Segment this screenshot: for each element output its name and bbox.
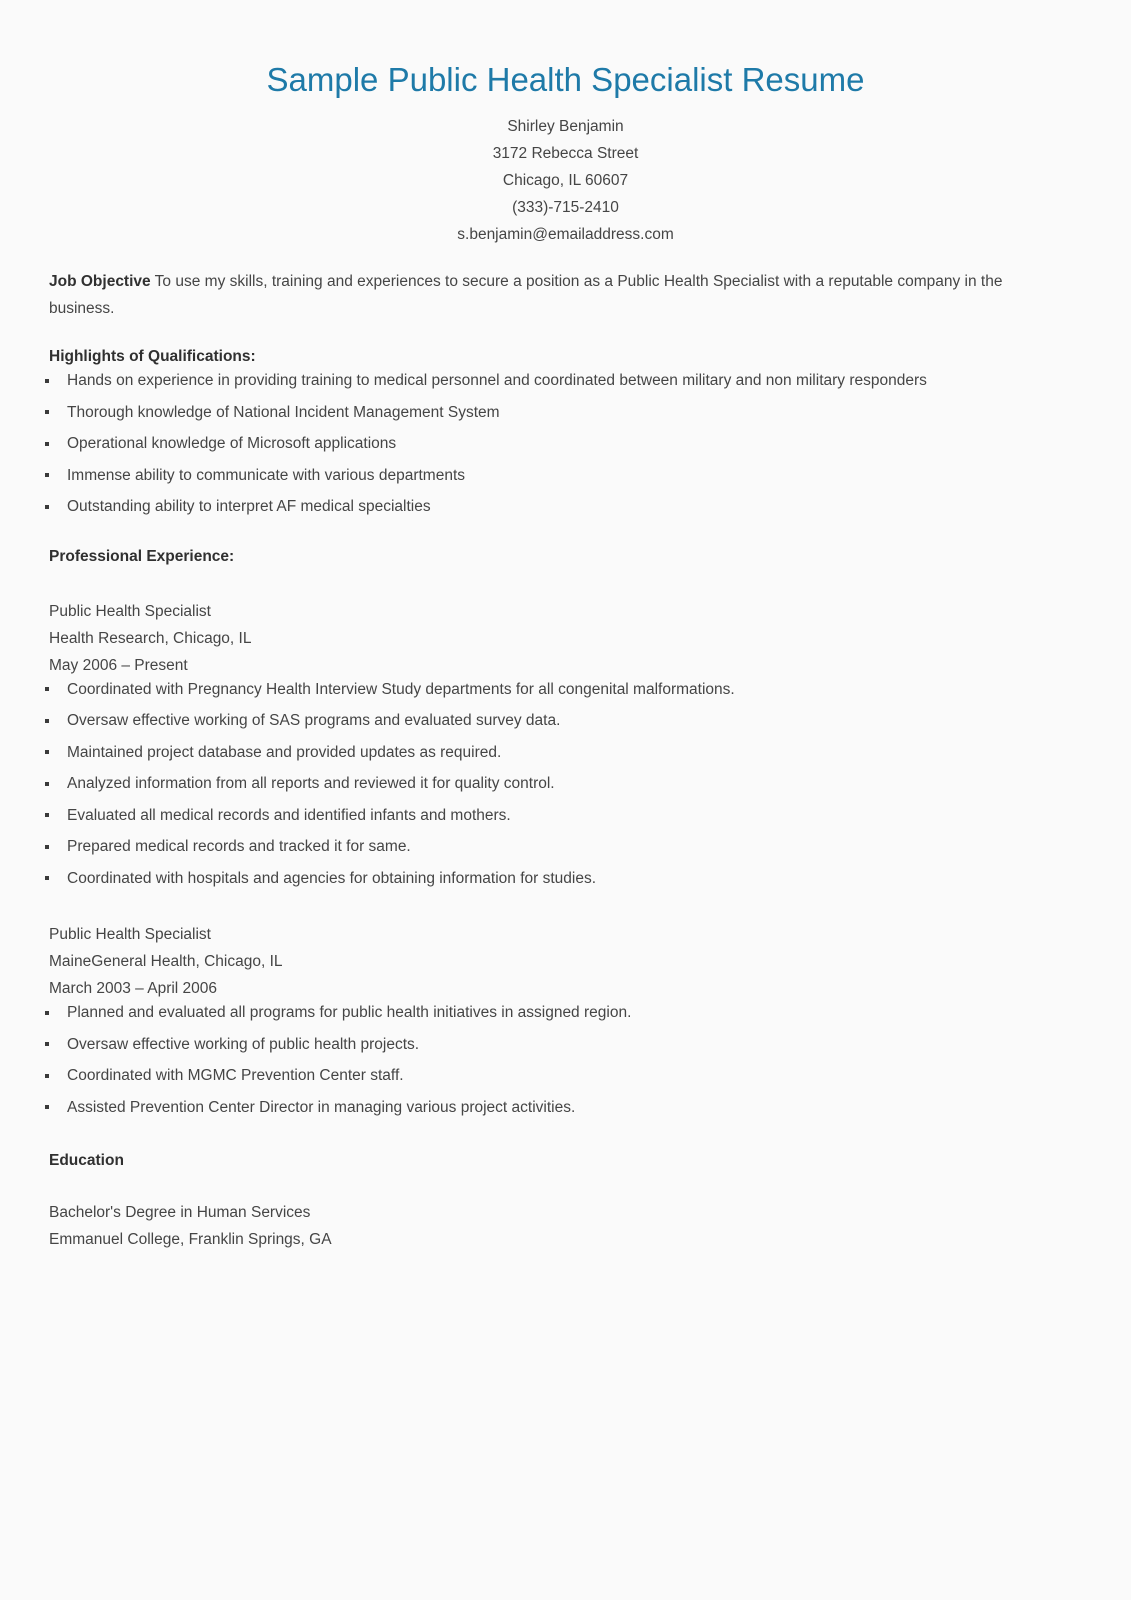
- bullet-text: Coordinated with hospitals and agencies for obtaining information for studies.: [67, 869, 597, 887]
- job-title: Public Health Specialist: [49, 926, 211, 943]
- bullet-square-icon: [45, 687, 49, 691]
- bullet-text: Oversaw effective working of SAS programs and evaluated survey data.: [67, 712, 561, 729]
- job-1-duties-list: [49, 679, 1059, 900]
- job-block-1: [49, 598, 1059, 679]
- list-item: [49, 1097, 1059, 1118]
- section-heading-experience: Professional Experience:: [49, 547, 235, 565]
- list-item: [49, 1065, 1059, 1086]
- bullet-square-icon: [45, 505, 49, 509]
- bullet-square-icon: [45, 813, 49, 817]
- bullet-square-icon: [45, 1011, 49, 1015]
- list-item: [49, 773, 1059, 794]
- list-item: [49, 1002, 1059, 1023]
- contact-street: 3172 Rebecca Street: [492, 145, 639, 162]
- bullet-square-icon: [45, 1105, 49, 1109]
- bullet-text: Prepared medical records and tracked it for same.: [67, 838, 411, 855]
- list-item: [49, 465, 1059, 486]
- bullet-text: Outstanding ability to interpret AF medical specialties: [67, 498, 431, 515]
- list-item: [49, 370, 1059, 391]
- education-block: [49, 1199, 1059, 1253]
- page-title: Sample Public Health Specialist Resume: [266, 61, 865, 98]
- job-objective-text: To use my skills, training and experiences to secure a position as a Public Health Specialist with a reputable company in the business.: [49, 273, 1003, 317]
- list-item: [49, 402, 1059, 423]
- bullet-square-icon: [45, 410, 49, 414]
- job-title: Public Health Specialist: [49, 602, 211, 620]
- bullet-text: Maintained project database and provided updates as required.: [67, 743, 502, 761]
- bullet-square-icon: [45, 1074, 49, 1078]
- contact-phone: (333)-715-2410: [512, 199, 619, 216]
- list-item: [49, 742, 1059, 763]
- list-item: [49, 1034, 1059, 1055]
- bullet-square-icon: [45, 845, 49, 849]
- list-item: [49, 805, 1059, 826]
- bullet-text: Planned and evaluated all programs for public health initiatives in assigned region.: [67, 1004, 632, 1021]
- job-dates: May 2006 – Present: [49, 656, 188, 674]
- resume-body: [49, 248, 1059, 1253]
- job-employer: Health Research, Chicago, IL: [49, 629, 252, 647]
- bullet-text: Analyzed information from all reports and reviewed it for quality control.: [67, 775, 555, 792]
- bullet-square-icon: [45, 750, 49, 754]
- job-employer: MaineGeneral Health, Chicago, IL: [49, 953, 283, 970]
- bullet-square-icon: [45, 782, 49, 786]
- education-school: Emmanuel College, Franklin Springs, GA: [49, 1231, 332, 1248]
- bullet-text: Evaluated all medical records and identified infants and mothers.: [67, 806, 511, 824]
- list-item: [49, 496, 1059, 517]
- bullet-text: Oversaw effective working of public health projects.: [67, 1035, 420, 1053]
- list-item: [49, 433, 1059, 454]
- contact-block: [0, 113, 1131, 248]
- contact-city: Chicago, IL 60607: [502, 172, 629, 189]
- bullet-square-icon: [45, 876, 49, 880]
- qualifications-list: [49, 370, 1059, 528]
- bullet-square-icon: [45, 379, 49, 383]
- contact-name: Shirley Benjamin: [507, 118, 624, 135]
- bullet-text: Coordinated with MGMC Prevention Center staff.: [67, 1067, 404, 1084]
- bullet-square-icon: [45, 473, 49, 477]
- section-heading-qualifications: Highlights of Qualifications:: [49, 348, 256, 365]
- job-objective: [49, 268, 1059, 322]
- job-objective-label: Job Objective: [49, 273, 151, 290]
- education-degree: Bachelor's Degree in Human Services: [49, 1204, 311, 1221]
- job-2-duties-list: [49, 1002, 1059, 1128]
- section-heading-education: Education: [49, 1152, 124, 1169]
- bullet-square-icon: [45, 1042, 49, 1046]
- bullet-text: Immense ability to communicate with various departments: [67, 466, 465, 484]
- contact-email: s.benjamin@emailaddress.com: [457, 226, 674, 243]
- bullet-text: Hands on experience in providing training to medical personnel and coordinated between military and non military responders: [67, 372, 927, 389]
- job-block-2: [49, 921, 1059, 1002]
- bullet-text: Operational knowledge of Microsoft applications: [67, 435, 397, 452]
- bullet-square-icon: [45, 719, 49, 723]
- job-dates: March 2003 – April 2006: [49, 980, 218, 997]
- bullet-square-icon: [45, 442, 49, 446]
- bullet-text: Assisted Prevention Center Director in managing various project activities.: [67, 1098, 576, 1116]
- list-item: [49, 710, 1059, 731]
- bullet-text: Coordinated with Pregnancy Health Interview Study departments for all congenital malformations.: [67, 680, 735, 698]
- list-item: [49, 836, 1059, 857]
- bullet-text: Thorough knowledge of National Incident Management System: [67, 403, 500, 421]
- list-item: [49, 868, 1059, 889]
- list-item: [49, 679, 1059, 700]
